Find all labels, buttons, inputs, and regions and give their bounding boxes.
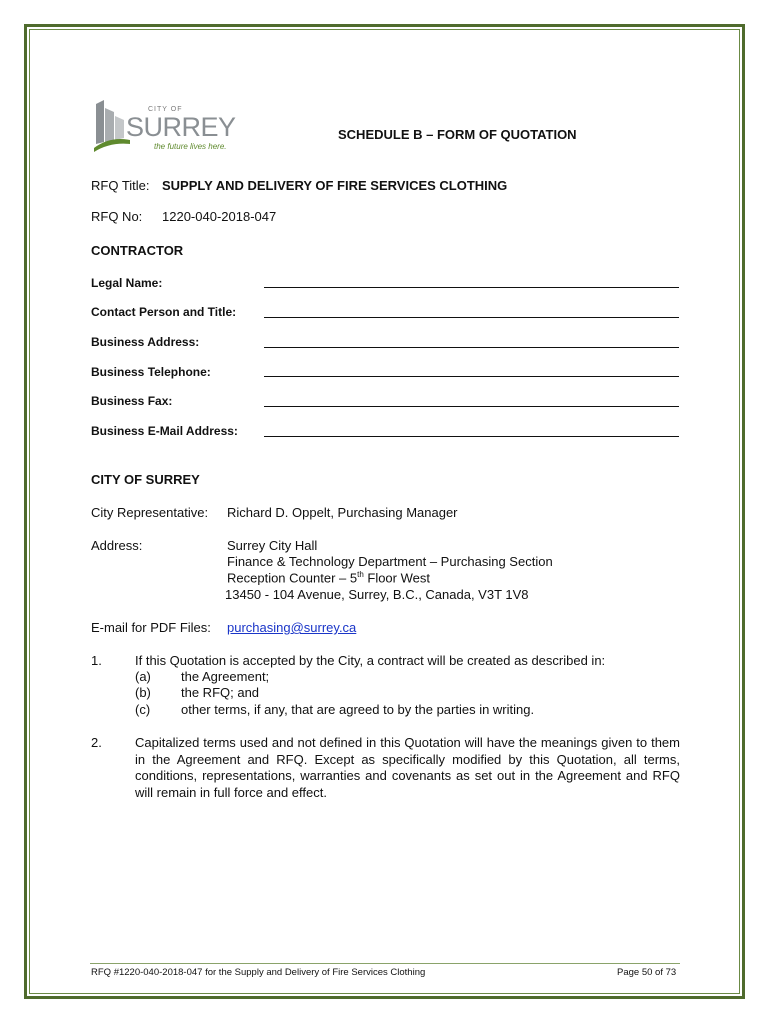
city-heading: CITY OF SURREY [91,472,200,487]
business-email-field[interactable] [264,436,679,437]
footer-page-number: Page 50 of 73 [617,967,677,978]
business-fax-label: Business Fax: [91,394,173,408]
legal-name-label: Legal Name: [91,276,163,290]
rfq-no-label: RFQ No: [91,209,143,224]
business-telephone-label: Business Telephone: [91,365,211,379]
item-2-number: 2. [91,735,102,750]
contractor-heading: CONTRACTOR [91,243,184,258]
address-line-1: Surrey City Hall [227,538,318,553]
address-line-2: Finance & Technology Department – Purchasing Section [227,554,553,569]
legal-name-field[interactable] [264,287,679,288]
item-1a-letter: (a) [135,669,151,684]
address-line-3-end: Floor West [363,570,430,586]
email-label: E-mail for PDF Files: [91,620,211,635]
item-1b-text: the RFQ; and [181,685,260,700]
city-of-surrey-logo [92,100,242,156]
city-rep-value: Richard D. Oppelt, Purchasing Manager [227,505,458,520]
address-line-3-sup: th [357,570,364,579]
address-line-3 [227,570,430,585]
item-1-text: If this Quotation is accepted by the City, a contract will be created as described in: [135,653,606,668]
footer-left: RFQ #1220-040-2018-047 for the Supply and Delivery of Fire Services Clothing [91,967,426,978]
item-1-number: 1. [91,653,102,668]
city-rep-label: City Representative: [91,505,209,520]
logo-tagline: the future lives here. [154,142,227,151]
email-link[interactable]: purchasing@surrey.ca [227,620,357,635]
rfq-title-label: RFQ Title: [91,178,150,193]
business-address-field[interactable] [264,347,679,348]
item-2-text: Capitalized terms used and not defined in this Quotation will have the meanings given to them in the Agreement and RFQ. Except as specifically modified by this Quotation, all terms, conditions, representations, warranties and covenants as set out in the Agreement and RFQ will remain in full force and effect. [135,735,680,800]
business-fax-field[interactable] [264,406,679,407]
rfq-no-value: 1220-040-2018-047 [162,209,277,224]
address-line-4: 13450 - 104 Avenue, Surrey, B.C., Canada, V3T 1V8 [225,587,529,602]
footer-divider [90,963,680,964]
business-address-label: Business Address: [91,335,200,349]
item-1c-text: other terms, if any, that are agreed to by the parties in writing. [181,702,535,717]
schedule-title: SCHEDULE B – FORM OF QUOTATION [338,127,577,142]
business-telephone-field[interactable] [264,376,679,377]
logo-surrey-wordmark: SURREY [126,112,236,142]
item-1b-letter: (b) [135,685,151,700]
address-label: Address: [91,538,143,553]
contact-person-label: Contact Person and Title: [91,305,237,319]
logo-city-of: CITY OF [148,106,183,113]
business-email-label: Business E-Mail Address: [91,424,238,438]
item-1c-letter: (c) [135,702,151,717]
contact-person-field[interactable] [264,317,679,318]
rfq-title-value: SUPPLY AND DELIVERY OF FIRE SERVICES CLOTHING [162,178,508,193]
item-1a-text: the Agreement; [181,669,270,684]
address-line-3-main: Reception Counter – 5 [227,570,358,586]
